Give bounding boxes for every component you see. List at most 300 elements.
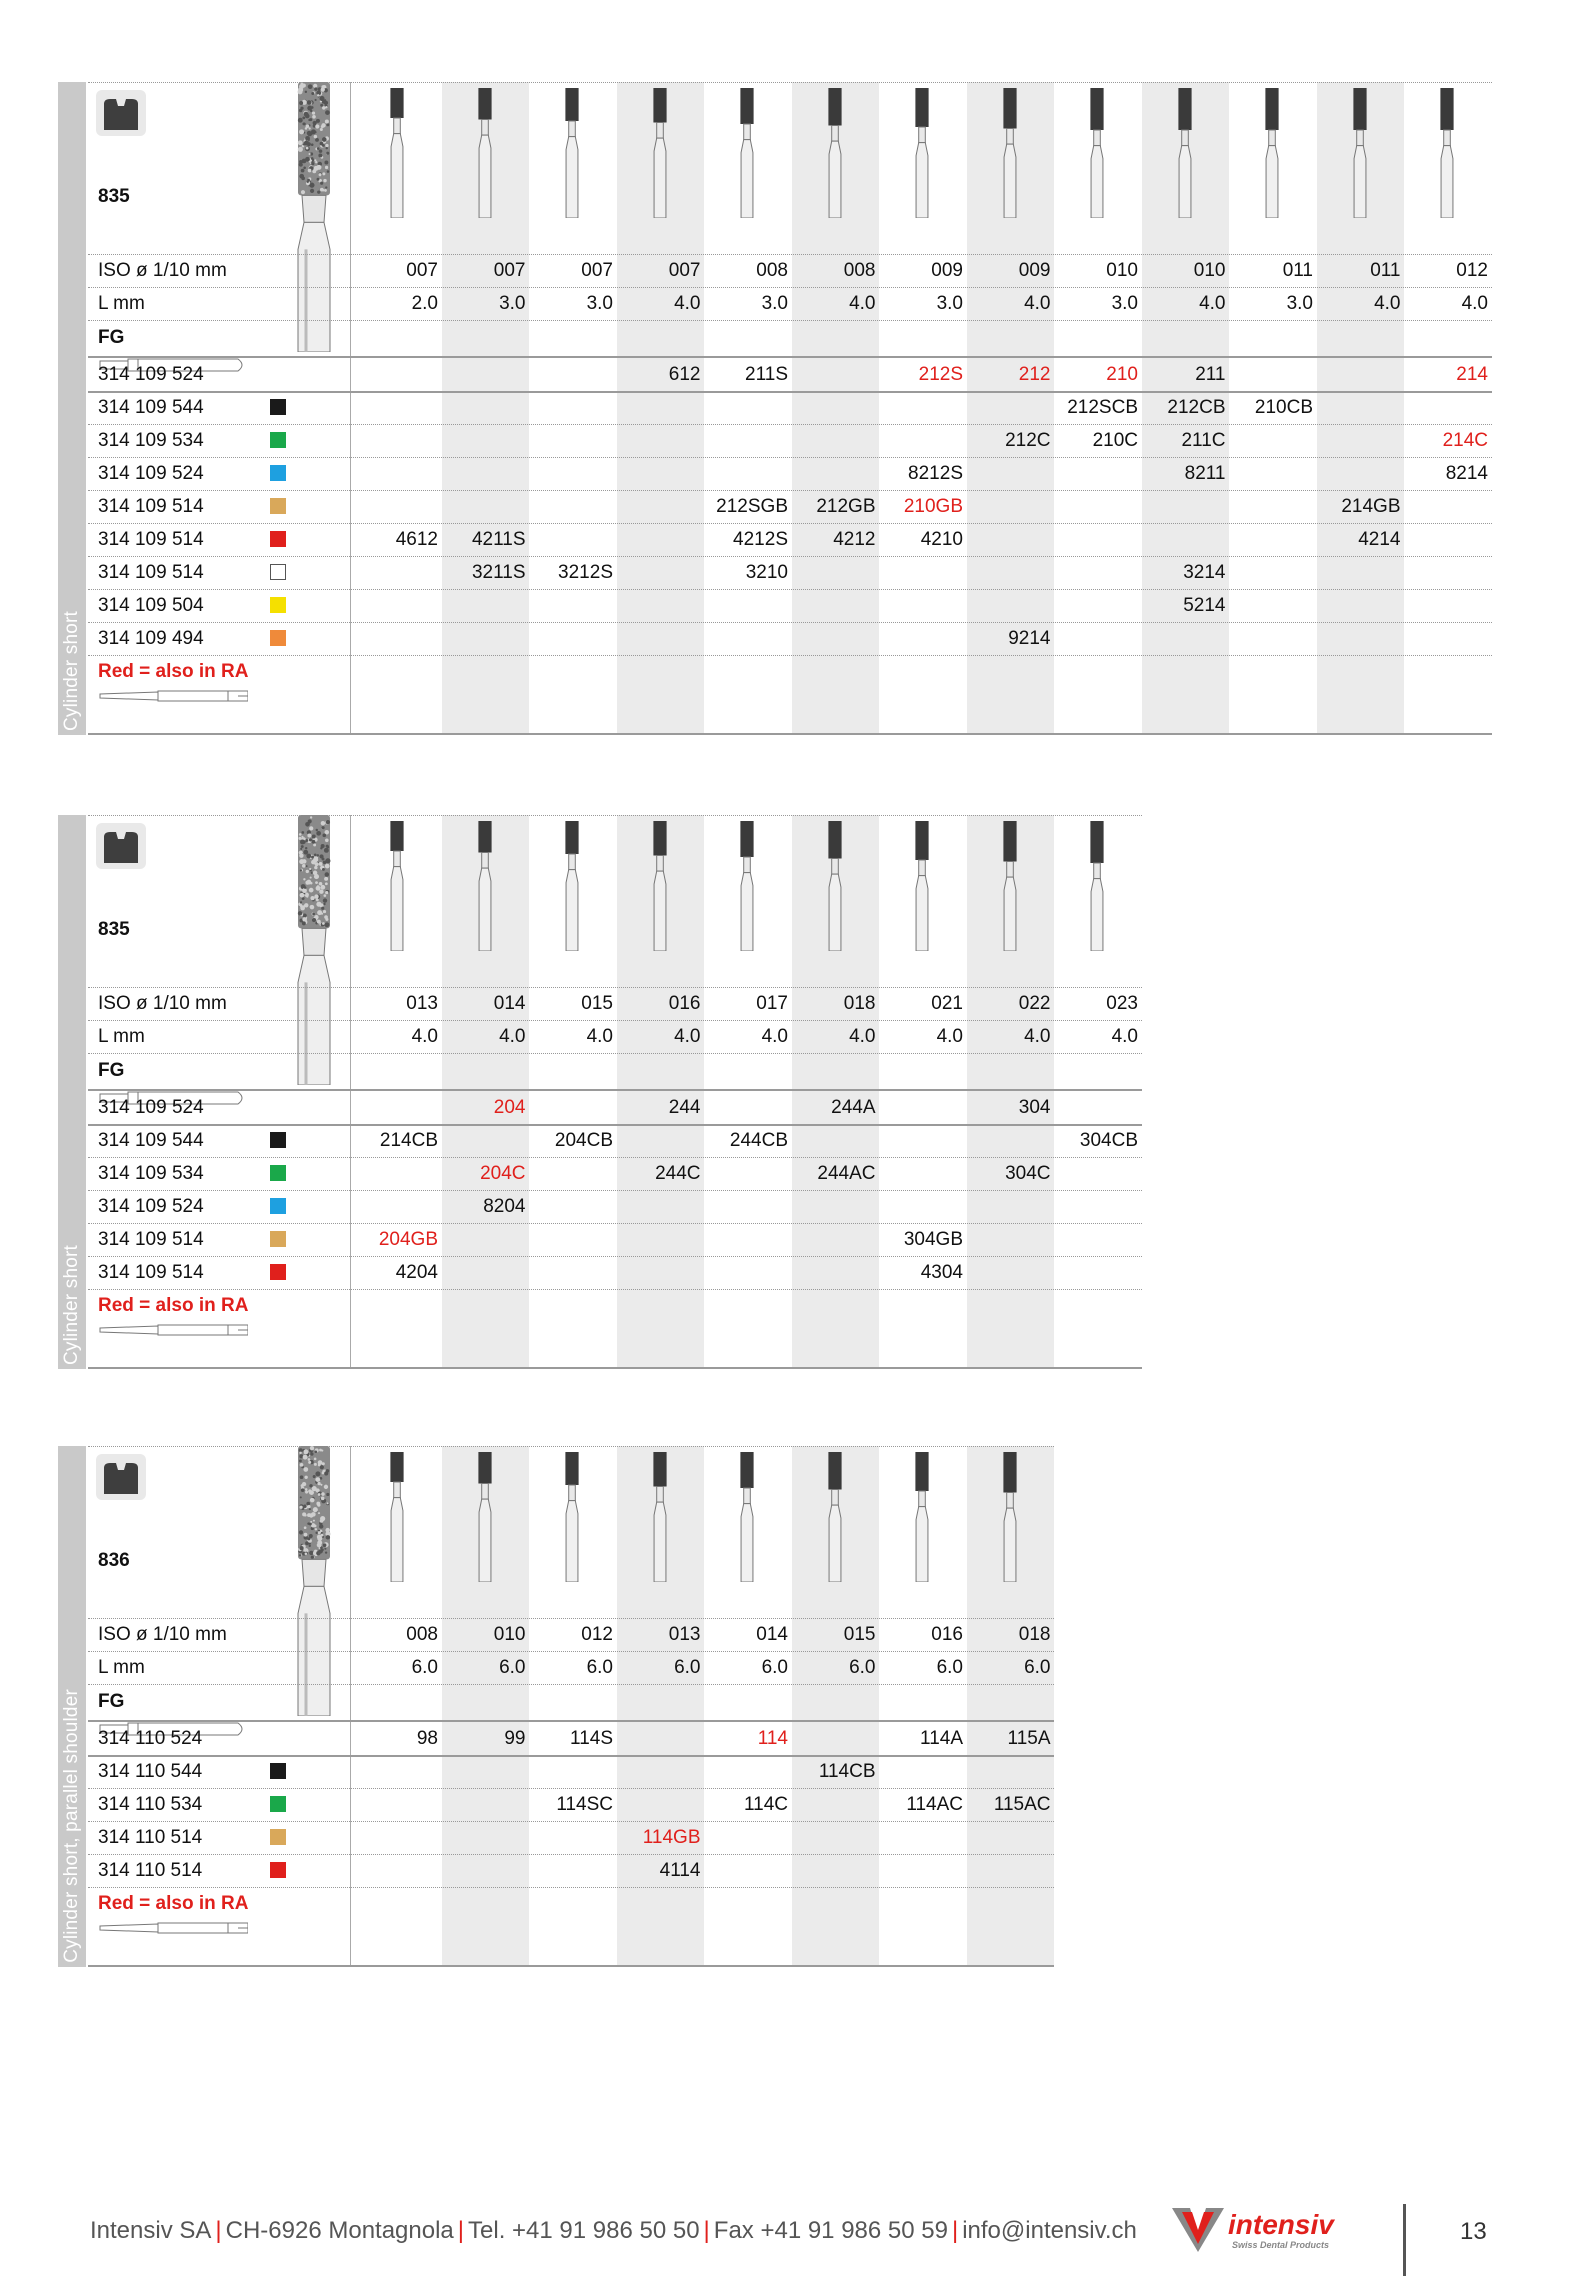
grit-color-swatch: [270, 1231, 286, 1247]
iso-label: ISO ø 1/10 mm: [98, 993, 227, 1014]
model-number: 835: [98, 186, 130, 207]
article-code: 314 109 524: [98, 364, 204, 385]
article-number: 4204: [395, 1262, 438, 1283]
article-number: 304: [1018, 1097, 1051, 1118]
iso-value: 010: [1106, 260, 1138, 281]
main-bur-image: [284, 1446, 344, 1721]
length-value: 4.0: [1024, 1026, 1051, 1047]
article-number: 244: [668, 1097, 701, 1118]
column-bur: [1082, 88, 1112, 223]
column-bur-image: [470, 821, 500, 951]
article-code: 314 110 514: [98, 1860, 203, 1881]
column-bur: [995, 821, 1025, 956]
iso-value: 011: [1370, 260, 1401, 281]
sidebar-label-text: Cylinder short: [61, 1244, 82, 1365]
length-value: 3.0: [586, 293, 613, 314]
column-bur: [382, 821, 412, 956]
row-divider: [88, 523, 1492, 524]
footer-tel: Tel. +41 91 986 50 50: [468, 2217, 700, 2244]
article-code: 314 109 504: [98, 595, 204, 616]
main-bur-image: [284, 82, 344, 357]
article-code: 314 109 514: [98, 529, 204, 550]
length-value: 4.0: [411, 1026, 438, 1047]
column-bur-image: [732, 88, 762, 218]
article-number: 3210: [745, 562, 788, 583]
ra-shank: [98, 685, 248, 712]
iso-value: 018: [843, 993, 876, 1014]
column-bur: [995, 1452, 1025, 1587]
column-bur-image: [820, 821, 850, 951]
catalog-section-835: [58, 82, 1496, 735]
brand-name: intensiv: [1228, 2209, 1334, 2240]
sidebar-label-text: Cylinder short: [61, 610, 82, 731]
column-separator: [350, 82, 351, 735]
column-bur: [1257, 88, 1287, 223]
row-divider: [88, 1684, 1054, 1685]
article-code: 314 109 514: [98, 562, 204, 583]
column-bur: [382, 1452, 412, 1587]
rows-top-border: [88, 356, 1492, 358]
length-value: 4.0: [674, 1026, 701, 1047]
article-number: 212SGB: [716, 496, 788, 517]
article-number: 204C: [480, 1163, 526, 1184]
length-value: 4.0: [849, 1026, 876, 1047]
article-code: 314 109 514: [98, 496, 204, 517]
column-bur: [1345, 88, 1375, 223]
sidebar-label: [58, 78, 86, 731]
length-value: 6.0: [499, 1657, 526, 1678]
column-bur-image: [732, 1452, 762, 1582]
column-bur: [732, 1452, 762, 1587]
length-value: 6.0: [586, 1657, 613, 1678]
article-number: 212GB: [816, 496, 876, 517]
column-bur: [820, 1452, 850, 1587]
iso-value: 015: [581, 993, 613, 1014]
page-number: 13: [1460, 2218, 1487, 2245]
column-separator: [350, 815, 351, 1369]
column-bur-image: [1432, 88, 1462, 218]
grit-color-swatch: [270, 399, 286, 415]
iso-value: 010: [493, 1624, 526, 1645]
article-code: 314 109 524: [98, 1196, 204, 1217]
iso-value: 009: [931, 260, 963, 281]
column-bur: [995, 88, 1025, 223]
iso-value: 013: [668, 1624, 701, 1645]
row-divider: [88, 556, 1492, 557]
article-number: 114SC: [556, 1794, 613, 1815]
column-bur-image: [732, 821, 762, 951]
footer-fax: Fax +41 91 986 50 59: [713, 2217, 948, 2244]
column-bur-image: [645, 1452, 675, 1582]
iso-value: 023: [1106, 993, 1138, 1014]
length-value: 3.0: [1111, 293, 1138, 314]
article-number: 8214: [1445, 463, 1488, 484]
column-bur: [557, 821, 587, 956]
article-code: 314 109 524: [98, 463, 204, 484]
column-bur: [645, 821, 675, 956]
length-value: 4.0: [761, 1026, 788, 1047]
row-divider: [88, 1223, 1142, 1224]
article-number: 5214: [1183, 595, 1226, 616]
column-bur: [645, 1452, 675, 1587]
grit-color-swatch: [270, 1763, 286, 1779]
article-number: 115A: [1007, 1728, 1051, 1749]
article-code: 314 109 544: [98, 397, 204, 418]
fg-label: FG: [98, 1060, 125, 1081]
grit-color-swatch: [270, 1165, 286, 1181]
article-number: 114S: [570, 1728, 613, 1749]
row-divider: [88, 589, 1492, 590]
length-value: 4.0: [849, 293, 876, 314]
article-number: 210C: [1092, 430, 1138, 451]
row-divider: [88, 457, 1492, 458]
section-top-border: [88, 1446, 1054, 1447]
length-value: 4.0: [674, 293, 701, 314]
grit-color-swatch: [270, 1829, 286, 1845]
row-divider: [88, 1190, 1142, 1191]
column-bur: [820, 821, 850, 956]
model-number: 836: [98, 1550, 130, 1571]
grit-color-swatch: [270, 432, 286, 448]
bur-illustration: [284, 82, 344, 352]
article-number: 204GB: [378, 1229, 438, 1250]
section-bottom-border: [88, 1367, 1142, 1369]
iso-label: ISO ø 1/10 mm: [98, 260, 227, 281]
ra-shank: [98, 1319, 248, 1346]
iso-value: 017: [756, 993, 788, 1014]
cylinder-shape-icon: [96, 1454, 146, 1500]
article-number: 204CB: [554, 1130, 613, 1151]
column-bur-image: [907, 1452, 937, 1582]
footer-company: Intensiv SA: [90, 2217, 212, 2244]
column-bur-image: [995, 821, 1025, 951]
length-label: L mm: [98, 1026, 145, 1047]
iso-value: 014: [493, 993, 526, 1014]
article-number: 8212S: [908, 463, 963, 484]
article-number: 8211: [1184, 463, 1226, 484]
iso-label: ISO ø 1/10 mm: [98, 1624, 227, 1645]
grit-color-swatch: [270, 1264, 286, 1280]
article-number: 304GB: [903, 1229, 963, 1250]
column-bur: [470, 88, 500, 223]
cylinder-shape-icon: [96, 823, 146, 869]
article-number: 114CB: [818, 1761, 876, 1782]
article-number: 212: [1018, 364, 1051, 385]
column-bur: [907, 821, 937, 956]
main-bur-image: [284, 815, 344, 1090]
article-number: 214CB: [379, 1130, 438, 1151]
article-number: 212SCB: [1067, 397, 1138, 418]
length-value: 6.0: [849, 1657, 876, 1678]
grit-color-swatch: [270, 498, 286, 514]
article-code: 314 110 534: [98, 1794, 203, 1815]
article-number: 4304: [920, 1262, 963, 1283]
length-value: 4.0: [1199, 293, 1226, 314]
article-number: 114: [757, 1728, 788, 1749]
article-number: 4214: [1358, 529, 1401, 550]
article-number: 4114: [659, 1860, 701, 1881]
fg-label: FG: [98, 1691, 125, 1712]
article-number: 114A: [920, 1728, 963, 1749]
article-code: 314 110 514: [98, 1827, 203, 1848]
ra-shank-icon: [98, 685, 248, 707]
brand-tagline: Swiss Dental Products: [1232, 2240, 1330, 2250]
iso-value: 012: [581, 1624, 613, 1645]
length-value: 3.0: [936, 293, 963, 314]
article-number: 244C: [655, 1163, 701, 1184]
article-number: 211: [1195, 364, 1226, 385]
column-bur-image: [645, 821, 675, 951]
article-number: 214C: [1442, 430, 1488, 451]
catalog-section-835: [58, 815, 1146, 1369]
iso-value: 016: [668, 993, 701, 1014]
article-number: 212CB: [1167, 397, 1226, 418]
length-value: 3.0: [499, 293, 526, 314]
column-bur-image: [382, 821, 412, 951]
grit-color-swatch: [270, 630, 286, 646]
length-value: 6.0: [936, 1657, 963, 1678]
column-bur-image: [1345, 88, 1375, 218]
column-bur-image: [382, 1452, 412, 1582]
grit-color-swatch: [270, 1862, 286, 1878]
section-bottom-border: [88, 1965, 1054, 1967]
column-bur-image: [470, 1452, 500, 1582]
column-bur-image: [995, 1452, 1025, 1582]
column-bur: [557, 88, 587, 223]
length-value: 4.0: [1111, 1026, 1138, 1047]
column-bur-image: [470, 88, 500, 218]
row-divider: [88, 1256, 1142, 1257]
grit-color-swatch: [270, 1796, 286, 1812]
length-value: 6.0: [761, 1657, 788, 1678]
length-label: L mm: [98, 293, 145, 314]
iso-value: 014: [756, 1624, 788, 1645]
article-number: 211C: [1181, 430, 1226, 451]
article-number: 115AC: [993, 1794, 1051, 1815]
article-code: 314 109 514: [98, 1229, 204, 1250]
length-value: 4.0: [936, 1026, 963, 1047]
column-bur-image: [557, 88, 587, 218]
article-number: 99: [504, 1728, 526, 1749]
row-divider: [88, 1053, 1142, 1054]
bur-illustration: [284, 815, 344, 1085]
article-number: 210: [1106, 364, 1138, 385]
rows-header-border: [88, 1124, 1142, 1126]
article-number: 4211S: [471, 529, 526, 550]
article-number: 98: [416, 1728, 438, 1749]
sidebar-label-text: Cylinder short, parallel shoulder: [61, 1689, 82, 1963]
sidebar-label: [58, 811, 86, 1365]
row-divider: [88, 424, 1492, 425]
column-bur-image: [995, 88, 1025, 218]
article-number: 210GB: [903, 496, 963, 517]
article-number: 212C: [1005, 430, 1051, 451]
section-sidebar: [58, 1446, 86, 1967]
grit-color-swatch: [270, 597, 286, 613]
column-bur: [470, 1452, 500, 1587]
grit-color-swatch: [270, 1132, 286, 1148]
ra-shank: [98, 1917, 248, 1944]
model-number: 835: [98, 919, 130, 940]
length-value: 2.0: [411, 293, 438, 314]
article-code: 314 110 524: [98, 1728, 203, 1749]
column-bur-image: [557, 1452, 587, 1582]
footer-contact: Intensiv SA | CH-6926 Montagnola | Tel. +41 91 986 50 50 | Fax +41 91 986 50 59 | info@intensiv.ch: [90, 2217, 1137, 2244]
row-divider: [88, 655, 1492, 656]
column-bur-image: [645, 88, 675, 218]
grit-color-swatch: [270, 531, 286, 547]
row-divider: [88, 320, 1492, 321]
column-bur: [645, 88, 675, 223]
column-bur-image: [1082, 821, 1112, 951]
iso-value: 016: [931, 1624, 963, 1645]
column-bur-image: [1257, 88, 1287, 218]
article-number: 204: [493, 1097, 526, 1118]
article-number: 3212S: [558, 562, 613, 583]
column-bur: [557, 1452, 587, 1587]
section-sidebar: [58, 82, 86, 735]
article-number: 304CB: [1079, 1130, 1138, 1151]
column-bur-image: [820, 1452, 850, 1582]
article-number: 244AC: [817, 1163, 876, 1184]
article-number: 3211S: [471, 562, 526, 583]
column-bur-image: [907, 821, 937, 951]
column-bur: [1432, 88, 1462, 223]
column-bur-image: [1170, 88, 1200, 218]
iso-value: 012: [1456, 260, 1488, 281]
article-number: 214: [1456, 364, 1488, 385]
article-number: 3214: [1183, 562, 1226, 583]
article-number: 212S: [918, 364, 963, 385]
article-number: 4210: [920, 529, 963, 550]
length-value: 6.0: [1024, 1657, 1051, 1678]
length-value: 4.0: [499, 1026, 526, 1047]
column-bur-image: [382, 88, 412, 218]
column-bur: [907, 1452, 937, 1587]
footer-email[interactable]: info@intensiv.ch: [962, 2217, 1137, 2244]
column-bur: [820, 88, 850, 223]
iso-value: 007: [668, 260, 701, 281]
column-bur: [1082, 821, 1112, 956]
column-bur-image: [907, 88, 937, 218]
intensiv-logo: [1168, 2198, 1368, 2258]
iso-value: 008: [406, 1624, 438, 1645]
length-value: 3.0: [1286, 293, 1313, 314]
iso-value: 007: [581, 260, 613, 281]
page-divider: [1403, 2204, 1406, 2276]
article-number: 612: [668, 364, 701, 385]
row-divider: [88, 490, 1492, 491]
article-number: 244A: [831, 1097, 876, 1118]
section-sidebar: [58, 815, 86, 1369]
footer-address: CH-6926 Montagnola: [225, 2217, 454, 2244]
iso-value: 008: [756, 260, 788, 281]
length-label: L mm: [98, 1657, 145, 1678]
article-number: 9214: [1008, 628, 1051, 649]
article-number: 4612: [395, 529, 438, 550]
red-note: Red = also in RA: [98, 661, 249, 682]
grit-color-swatch: [270, 1198, 286, 1214]
column-bur: [907, 88, 937, 223]
row-divider: [88, 1854, 1054, 1855]
iso-value: 009: [1018, 260, 1051, 281]
iso-value: 018: [1018, 1624, 1051, 1645]
bur-illustration: [284, 1446, 344, 1716]
article-number: 304C: [1005, 1163, 1051, 1184]
row-divider: [88, 622, 1492, 623]
article-code: 314 109 524: [98, 1097, 204, 1118]
article-number: 210CB: [1254, 397, 1313, 418]
ra-shank-icon: [98, 1319, 248, 1341]
article-code: 314 109 514: [98, 1262, 204, 1283]
section-bottom-border: [88, 733, 1492, 735]
length-value: 6.0: [674, 1657, 701, 1678]
row-divider: [88, 1821, 1054, 1822]
length-value: 4.0: [586, 1026, 613, 1047]
article-code: 314 109 544: [98, 1130, 204, 1151]
section-top-border: [88, 815, 1142, 816]
length-value: 4.0: [1461, 293, 1488, 314]
red-note: Red = also in RA: [98, 1893, 249, 1914]
fg-label: FG: [98, 327, 125, 348]
article-number: 4212S: [733, 529, 788, 550]
iso-value: 021: [931, 993, 963, 1014]
length-value: 4.0: [1374, 293, 1401, 314]
length-value: 4.0: [1024, 293, 1051, 314]
column-bur: [470, 821, 500, 956]
article-code: 314 109 534: [98, 1163, 204, 1184]
article-number: 114AC: [906, 1794, 963, 1815]
column-bur: [382, 88, 412, 223]
article-number: 8204: [483, 1196, 526, 1217]
catalog-section-836: [58, 1446, 1058, 1967]
iso-value: 013: [406, 993, 438, 1014]
column-separator: [350, 1446, 351, 1967]
iso-value: 007: [493, 260, 526, 281]
grit-color-swatch: [270, 564, 286, 580]
article-number: 4212: [833, 529, 876, 550]
grit-color-swatch: [270, 465, 286, 481]
sidebar-label: [58, 1442, 86, 1963]
length-value: 6.0: [411, 1657, 438, 1678]
iso-value: 007: [406, 260, 438, 281]
article-number: 114C: [743, 1794, 788, 1815]
iso-value: 015: [843, 1624, 876, 1645]
red-note: Red = also in RA: [98, 1295, 249, 1316]
ra-shank-icon: [98, 1917, 248, 1939]
iso-value: 022: [1018, 993, 1051, 1014]
iso-value: 008: [843, 260, 876, 281]
column-bur-image: [820, 88, 850, 218]
article-code: 314 110 544: [98, 1761, 203, 1782]
article-number: 211S: [745, 364, 788, 385]
article-number: 244CB: [729, 1130, 788, 1151]
column-bur: [732, 88, 762, 223]
article-code: 314 109 494: [98, 628, 204, 649]
cylinder-shape-icon: [96, 90, 146, 136]
column-bur-image: [1082, 88, 1112, 218]
article-number: 114GB: [642, 1827, 701, 1848]
iso-value: 010: [1193, 260, 1226, 281]
iso-value: 011: [1282, 260, 1313, 281]
article-number: 214GB: [1341, 496, 1401, 517]
column-bur-image: [557, 821, 587, 951]
column-bur: [1170, 88, 1200, 223]
rows-header-border: [88, 1755, 1054, 1757]
article-code: 314 109 534: [98, 430, 204, 451]
column-bur: [732, 821, 762, 956]
length-value: 3.0: [761, 293, 788, 314]
